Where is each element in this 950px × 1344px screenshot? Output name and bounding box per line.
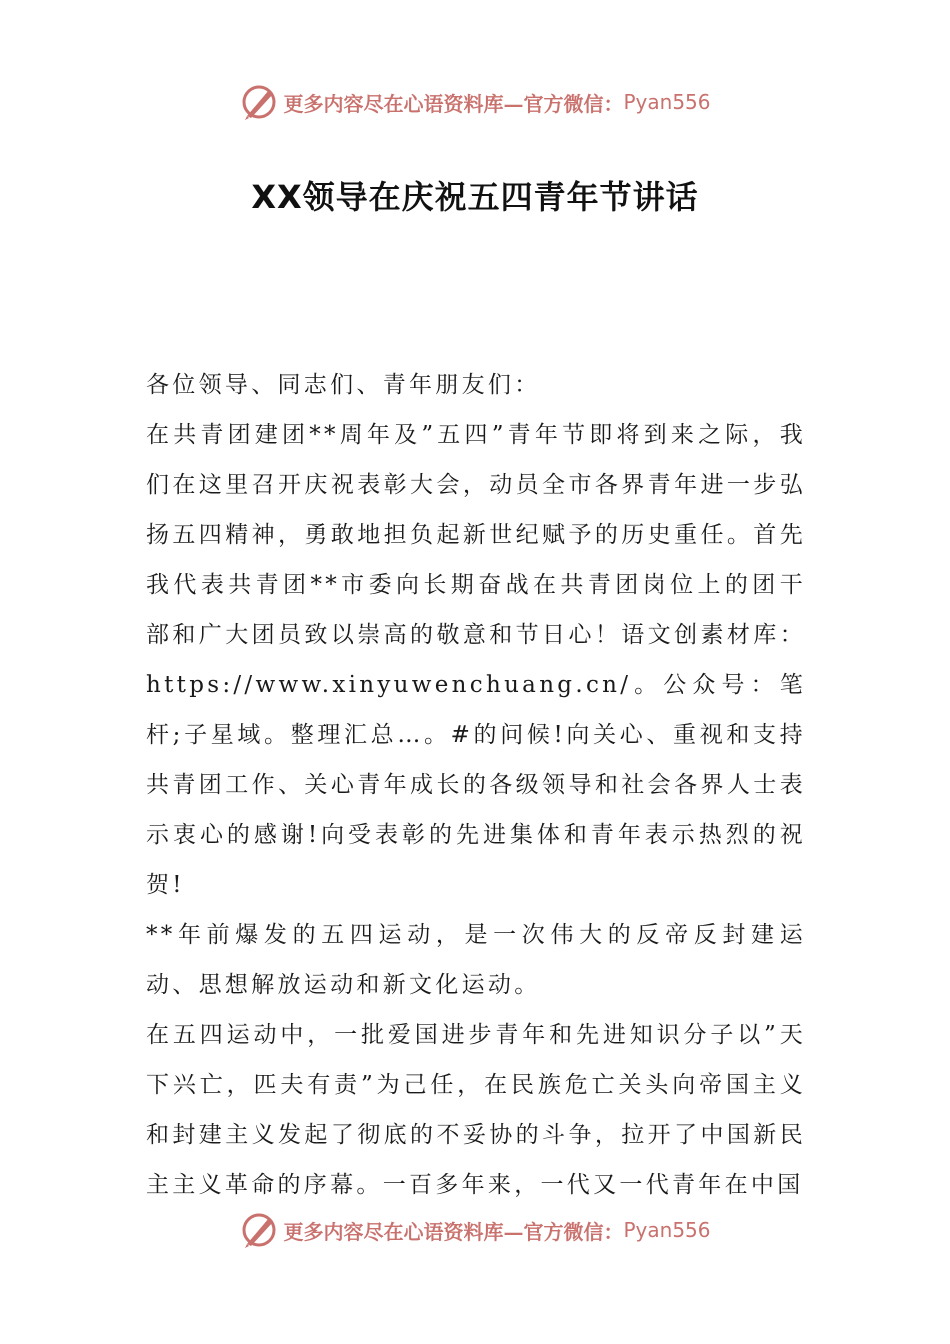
pen-logo-icon — [239, 1210, 279, 1250]
paragraph: 在共青团建团**周年及”五四”青年节即将到来之际，我们在这里召开庆祝表彰大会，动员全市各界青年进一步弘扬五四精神，勇敢地担负起新世纪赋予的历史重任。首先我代表共青团**市委向长期奋战在共青团岗位上的团干部和广大团员致以崇高的敬意和节日心！语文创素材库：https://www.xinyuwenchuang.cn/。公众号：笔杆;子星域。整理汇总…。#的问候!向关心、重视和支持共青团工作、关心青年成长的各级领导和社会各界人士表示衷心的感谢!向受表彰的先进集体和青年表示热烈的祝贺! — [146, 422, 806, 898]
paragraph: 在五四运动中，一批爱国进步青年和先进知识分子以”天下兴亡，匹夫有责”为己任，在民族危亡关头向帝国主义和封建主义发起了彻底的不妥协的斗争，拉开了中国新民主主义革命的序幕。一百多年来，一代又一代青年在中国 — [146, 1022, 806, 1198]
header-banner — [0, 80, 950, 124]
document-body — [146, 360, 806, 1210]
paragraph: **年前爆发的五四运动，是一次伟大的反帝反封建运动、思想解放运动和新文化运动。 — [146, 922, 806, 998]
footer-banner — [0, 1208, 950, 1252]
banner-text: 更多内容尽在心语资料库—官方微信： — [283, 91, 624, 116]
paragraph: 各位领导、同志们、青年朋友们： — [146, 372, 541, 398]
banner-wechat-id: Pyan556 — [623, 1218, 711, 1242]
pen-logo-icon — [239, 82, 279, 122]
banner-wechat-id: Pyan556 — [623, 90, 711, 114]
document-title: XX领导在庆祝五四青年节讲话 — [251, 178, 699, 216]
banner-text: 更多内容尽在心语资料库—官方微信： — [283, 1219, 624, 1244]
